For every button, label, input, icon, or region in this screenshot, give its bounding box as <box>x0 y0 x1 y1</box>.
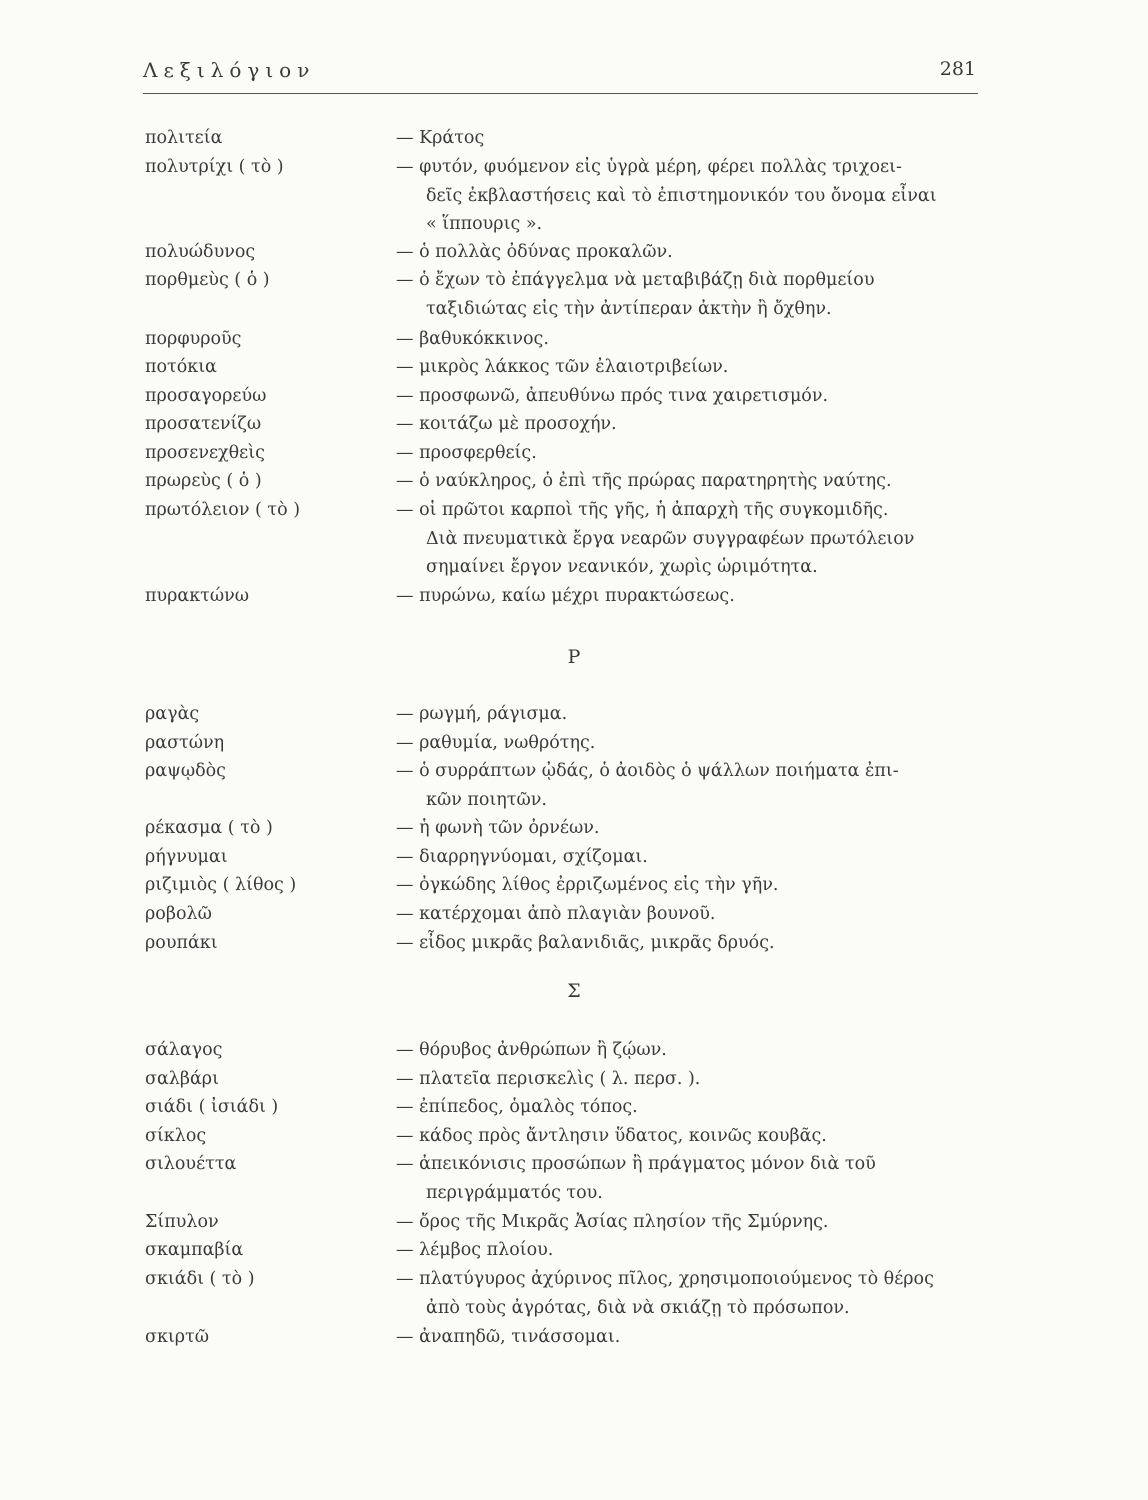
entry-term: πρωτόλειον ( τὸ ) <box>145 500 301 520</box>
entry-definition <box>396 266 984 323</box>
entry-term: ραψῳδὸς <box>145 761 226 781</box>
entry-term: ριζιμιὸς ( λίθος ) <box>145 875 297 895</box>
entry-definition <box>396 729 984 758</box>
definition-line: — πλατεῖα περισκελὶς ( λ. περσ. ). <box>396 1069 701 1089</box>
definition-line: — εἶδος μικρᾶς βαλανιδιᾶς, μικρᾶς δρυός. <box>396 933 775 953</box>
running-title: Λεξιλόγιον <box>143 58 316 82</box>
entry-term: σιάδι ( ἰσιάδι ) <box>145 1097 279 1117</box>
entry-definition <box>396 700 984 729</box>
definition-line: — θόρυβος ἀνθρώπων ἢ ζῴων. <box>396 1040 667 1060</box>
definition-line: σημαίνει ἔργον νεανικόν, χωρὶς ὡριμότητα. <box>426 557 818 577</box>
entry-definition <box>396 382 984 411</box>
entry-definition <box>396 1236 984 1265</box>
definition-line: — Κράτος <box>396 128 485 148</box>
definition-line: — ἐπίπεδος, ὁμαλὸς τόπος. <box>396 1097 638 1117</box>
entry-term: ρουπάκι <box>145 933 218 953</box>
entry-definition <box>396 757 984 814</box>
definition-line: — ὁ ἔχων τὸ ἐπάγγελμα νὰ μεταβιβάζῃ διὰ πορθμείου <box>396 270 875 290</box>
entry-term: πρωρεὺς ( ὁ ) <box>145 471 262 491</box>
definition-line: — ἀπεικόνισις προσώπων ἢ πράγματος μόνον διὰ τοῦ <box>396 1154 876 1174</box>
entry-definition <box>396 1150 984 1207</box>
definition-line: — ρωγμή, ράγισμα. <box>396 704 568 724</box>
entry-definition <box>396 1323 984 1352</box>
definition-line: — ὀγκώδης λίθος ἐρριζωμένος εἰς τὴν γῆν. <box>396 875 779 895</box>
entry-definition <box>396 410 984 439</box>
entry-term: προσενεχθεὶς <box>145 443 265 463</box>
entry-term: σάλαγος <box>145 1040 223 1060</box>
definition-line: — κατέρχομαι ἀπὸ πλαγιὰν βουνοῦ. <box>396 904 716 924</box>
entry-definition <box>396 496 984 582</box>
entry-term: σαλβάρι <box>145 1069 219 1089</box>
entry-term: πολιτεία <box>145 128 223 148</box>
entry-definition <box>396 1208 984 1237</box>
entry-term: πολυτρίχι ( τὸ ) <box>145 157 284 177</box>
definition-line: — ὁ ναύκληρος, ὁ ἐπὶ τῆς πρώρας παρατηρητὴς ναύτης. <box>396 471 892 491</box>
entry-definition <box>396 153 984 239</box>
entry-term: σκιρτῶ <box>145 1327 209 1347</box>
entry-term: πορθμεὺς ( ὁ ) <box>145 270 270 290</box>
entry-term: ροβολῶ <box>145 904 212 924</box>
definition-line: — πλατύγυρος ἀχύρινος πῖλος, χρησιμοποιούμενος τὸ θέρος <box>396 1269 934 1289</box>
entry-term: πυρακτώνω <box>145 586 250 606</box>
entry-definition <box>396 843 984 872</box>
entry-term: προσαγορεύω <box>145 386 267 406</box>
entry-term: ραστώνη <box>145 733 225 753</box>
entry-definition <box>396 929 984 958</box>
definition-line: « ἵππουρις ». <box>426 214 543 234</box>
definition-line: — προσφερθείς. <box>396 443 537 463</box>
definition-line: — διαρρηγνύομαι, σχίζομαι. <box>396 847 648 867</box>
definition-line: — βαθυκόκκινος. <box>396 329 549 349</box>
entry-definition <box>396 1265 984 1322</box>
section-letter: Σ <box>567 980 581 1002</box>
definition-line: ταξιδιώτας εἰς τὴν ἀντίπεραν ἀκτὴν ἢ ὄχθην. <box>426 298 832 319</box>
definition-line: — ὄρος τῆς Μικρᾶς Ἀσίας πλησίον τῆς Σμύρνης. <box>396 1212 829 1232</box>
section-letter: Ρ <box>567 646 581 668</box>
definition-line: κῶν ποιητῶν. <box>426 789 547 810</box>
entry-term: πολυώδυνος <box>145 242 256 262</box>
definition-line: — οἱ πρῶτοι καρποὶ τῆς γῆς, ἡ ἀπαρχὴ τῆς συγκομιδῆς. <box>396 500 889 520</box>
entry-definition <box>396 900 984 929</box>
definition-line: — φυτόν, φυόμενον εἰς ὑγρὰ μέρη, φέρει πολλὰς τριχοει- <box>396 157 902 177</box>
entry-term: σίκλος <box>145 1126 207 1146</box>
definition-line: — προσφωνῶ, ἀπευθύνω πρός τινα χαιρετισμόν. <box>396 386 829 406</box>
entry-definition <box>396 1036 984 1065</box>
definition-line: — μικρὸς λάκκος τῶν ἐλαιοτριβείων. <box>396 357 729 377</box>
entry-term: ρέκασμα ( τὸ ) <box>145 818 273 838</box>
definition-line: — κοιτάζω μὲ προσοχήν. <box>396 414 617 434</box>
entry-term: σκαμπαβία <box>145 1240 244 1260</box>
entry-definition <box>396 238 984 267</box>
definition-line: ἀπὸ τοὺς ἀγρότας, διὰ νὰ σκιάζῃ τὸ πρόσωπον. <box>426 1297 850 1318</box>
page-number: 281 <box>939 58 976 80</box>
entry-term: ρήγνυμαι <box>145 847 228 867</box>
definition-line: — πυρώνω, καίω μέχρι πυρακτώσεως. <box>396 586 735 606</box>
header-rule <box>143 93 978 94</box>
definition-line: — κάδος πρὸς ἄντλησιν ὕδατος, κοινῶς κουβᾶς. <box>396 1126 827 1146</box>
definition-line: — ὁ συρράπτων ᾠδάς, ὁ ἀοιδὸς ὁ ψάλλων ποιήματα ἐπι- <box>396 761 899 781</box>
entry-definition <box>396 353 984 382</box>
entry-term: ραγὰς <box>145 704 200 724</box>
definition-line: — ἡ φωνὴ τῶν ὀρνέων. <box>396 818 600 838</box>
entry-term: προσατενίζω <box>145 414 262 434</box>
entry-definition <box>396 871 984 900</box>
entry-definition <box>396 1065 984 1094</box>
definition-line: περιγράμματός του. <box>426 1182 603 1203</box>
definition-line: — λέμβος πλοίου. <box>396 1240 554 1260</box>
entry-definition <box>396 439 984 468</box>
entry-definition <box>396 467 984 496</box>
entry-term: ποτόκια <box>145 357 217 377</box>
definition-line: — ἀναπηδῶ, τινάσσομαι. <box>396 1327 621 1347</box>
entry-term: σκιάδι ( τὸ ) <box>145 1269 255 1289</box>
entry-definition <box>396 1122 984 1151</box>
entry-term: σιλουέττα <box>145 1154 237 1174</box>
entry-definition <box>396 814 984 843</box>
page-header <box>143 58 978 94</box>
entry-definition <box>396 582 984 611</box>
definition-line: Διὰ πνευματικὰ ἔργα νεαρῶν συγγραφέων πρωτόλειον <box>426 528 915 549</box>
entry-term: Σίπυλον <box>145 1212 219 1232</box>
definition-line: — ραθυμία, νωθρότης. <box>396 733 596 753</box>
entry-definition <box>396 124 984 153</box>
definition-line: δεῖς ἐκβλαστήσεις καὶ τὸ ἐπιστημονικόν του ὄνομα εἶναι <box>426 185 937 206</box>
entry-definition <box>396 1093 984 1122</box>
entry-definition <box>396 325 984 354</box>
definition-line: — ὁ πολλὰς ὀδύνας προκαλῶν. <box>396 242 673 262</box>
entry-term: πορφυροῦς <box>145 329 242 349</box>
